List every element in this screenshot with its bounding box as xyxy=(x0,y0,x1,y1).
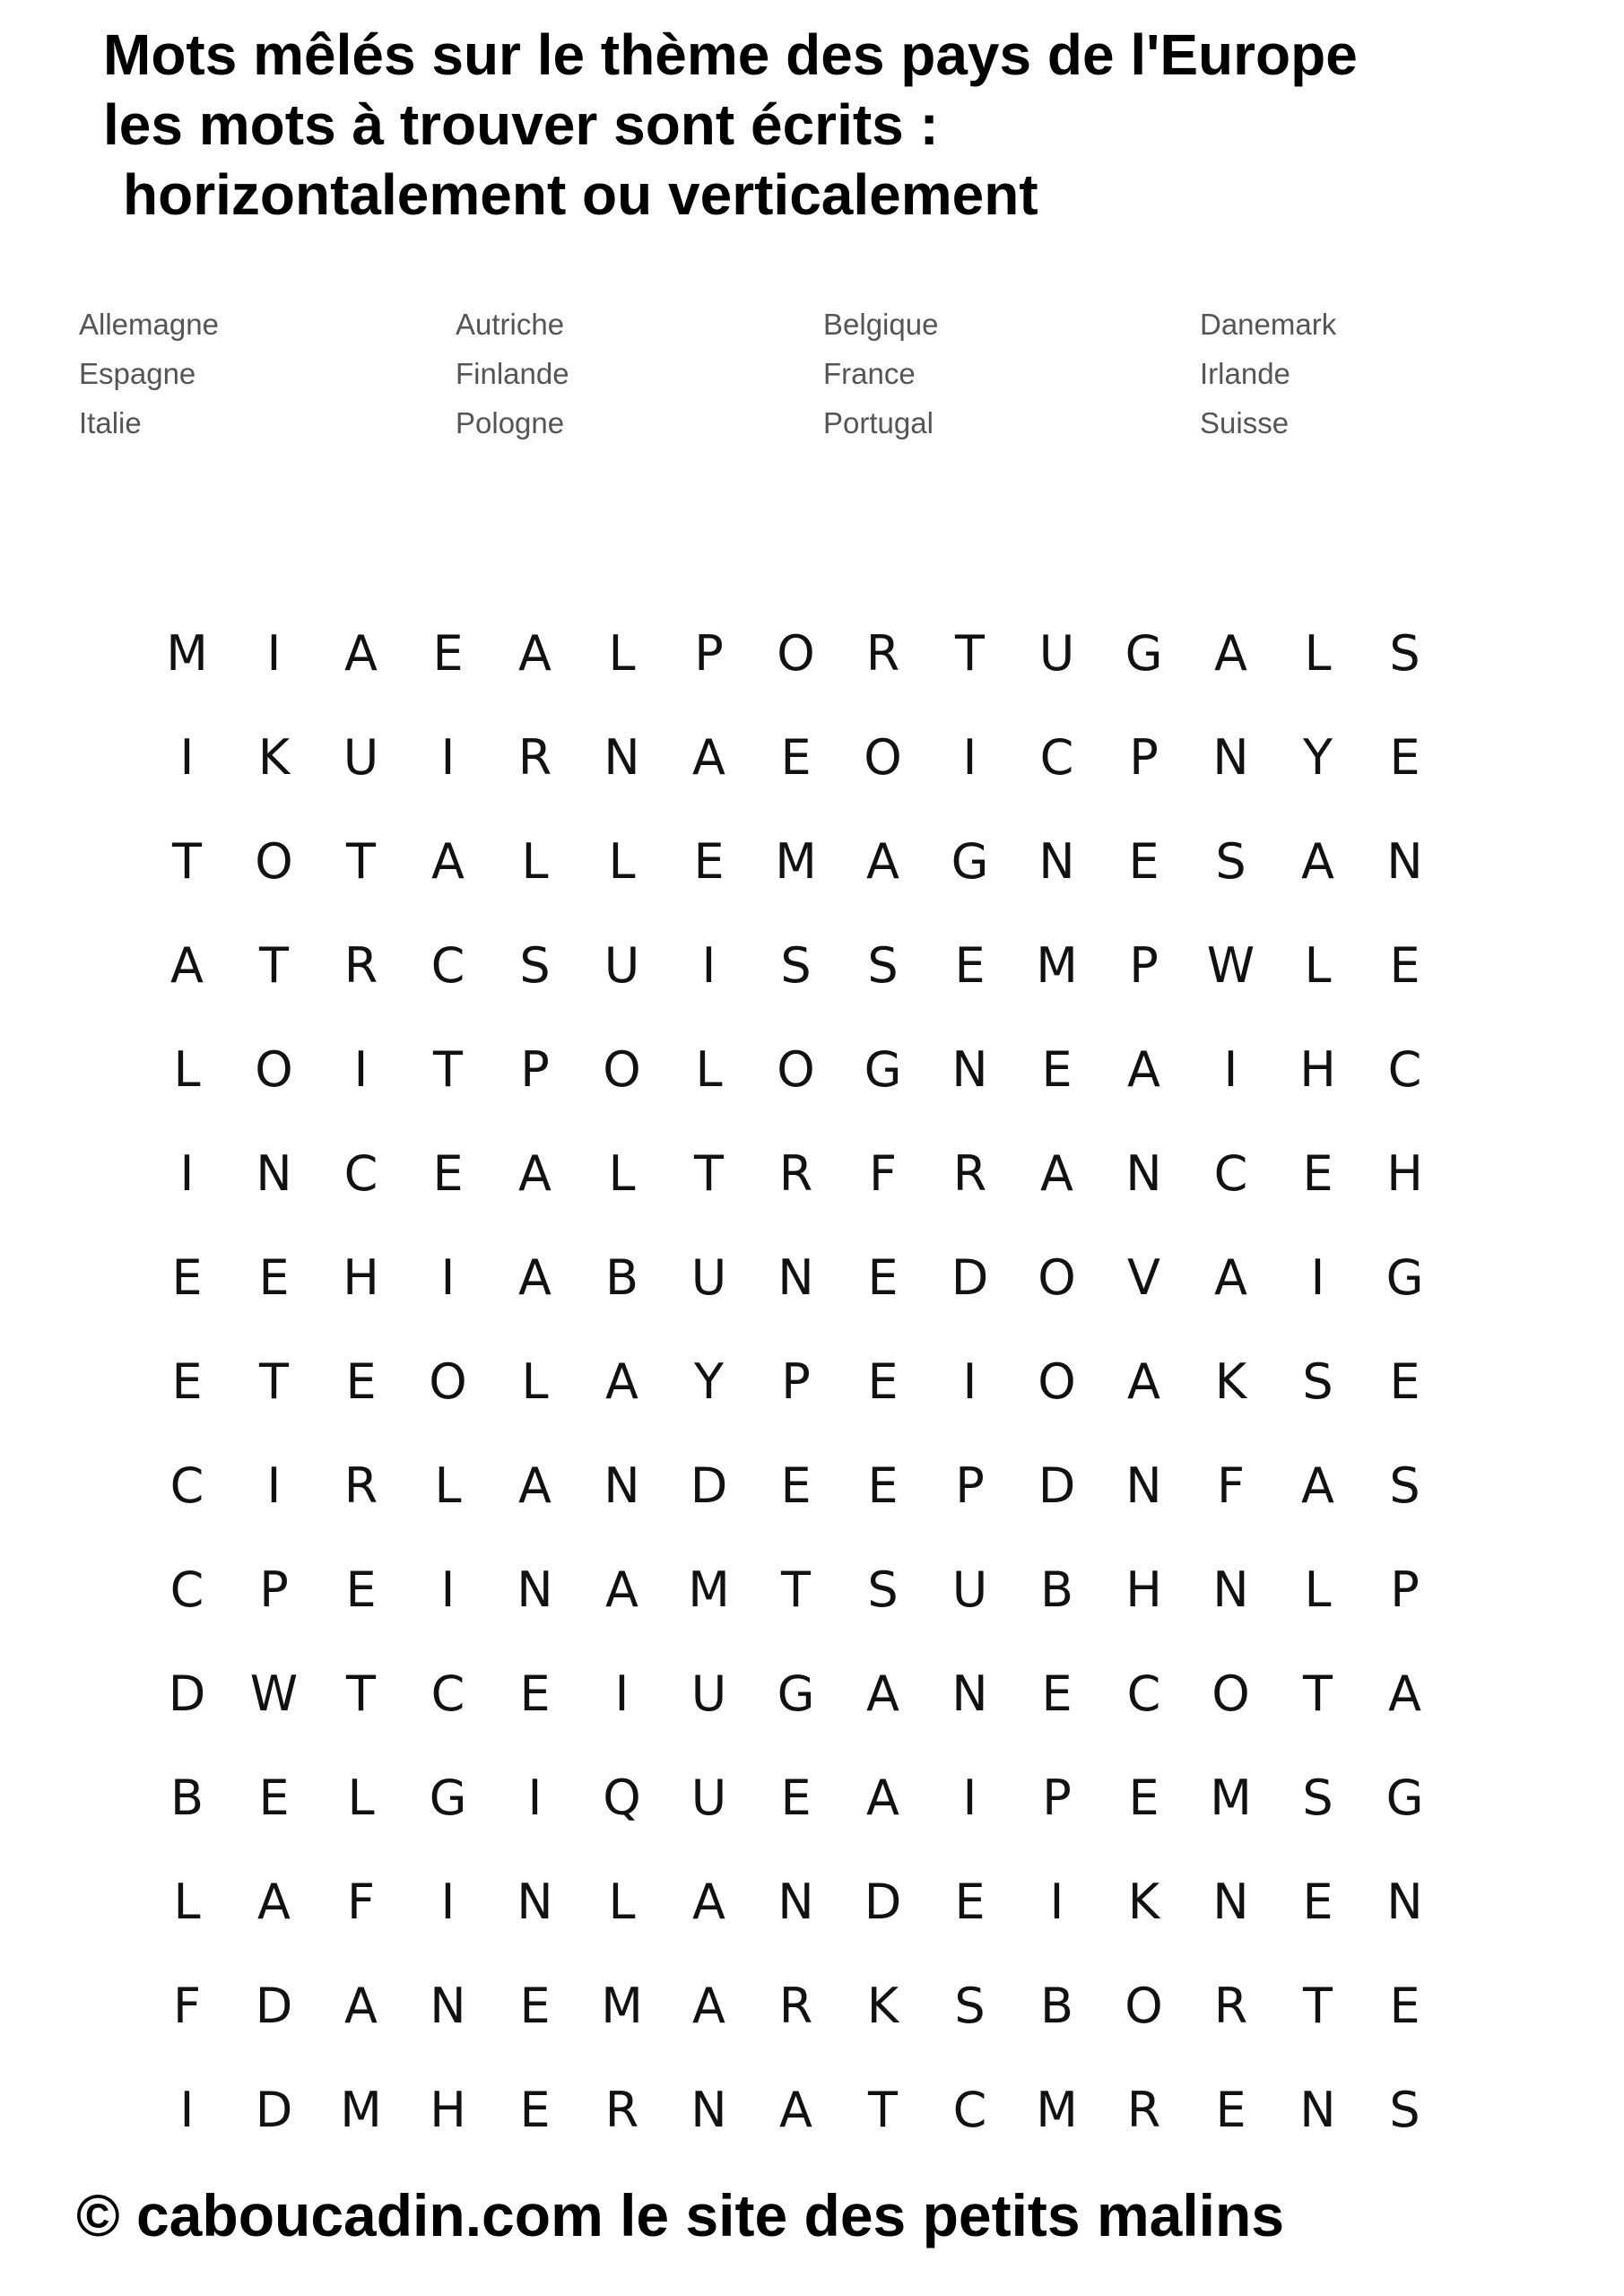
grid-cell[interactable]: M xyxy=(1210,1769,1252,1826)
grid-cell[interactable]: A xyxy=(170,936,204,994)
grid-cell[interactable]: G xyxy=(951,832,989,890)
grid-cell[interactable]: A xyxy=(692,1873,725,1930)
grid-cell[interactable]: E xyxy=(1128,1769,1159,1826)
grid-cell[interactable]: A xyxy=(1301,832,1334,890)
grid-cell[interactable]: T xyxy=(346,832,376,890)
grid-cell[interactable]: S xyxy=(1302,1769,1333,1826)
grid-cell[interactable]: N xyxy=(1212,1873,1249,1930)
grid-cell[interactable]: F xyxy=(1216,1457,1246,1514)
grid-cell[interactable]: O xyxy=(1038,1248,1076,1306)
grid-cell[interactable]: C xyxy=(430,936,465,994)
grid-cell[interactable]: P xyxy=(955,1457,985,1514)
grid-cell[interactable]: C xyxy=(952,2081,987,2138)
grid-cell[interactable]: S xyxy=(1389,1457,1420,1514)
grid-cell[interactable]: E xyxy=(867,1352,899,1410)
grid-cell[interactable]: P xyxy=(259,1561,289,1618)
grid-cell[interactable]: I xyxy=(527,1769,543,1826)
grid-cell[interactable]: R xyxy=(952,1144,987,1202)
grid-cell[interactable]: N xyxy=(690,2081,727,2138)
grid-cell[interactable]: N xyxy=(517,1561,553,1618)
grid-cell[interactable]: A xyxy=(1127,1352,1160,1410)
grid-cell[interactable]: Q xyxy=(603,1769,641,1826)
grid-cell[interactable]: N xyxy=(1125,1457,1162,1514)
grid-cell[interactable]: T xyxy=(868,2081,898,2138)
word-list-item: Espagne xyxy=(79,357,196,390)
grid-cell[interactable]: E xyxy=(171,1352,203,1410)
grid-cell[interactable]: A xyxy=(518,624,551,682)
grid-cell[interactable]: O xyxy=(777,624,815,682)
grid-cell[interactable]: K xyxy=(1214,1352,1247,1410)
grid-cell[interactable]: E xyxy=(1302,1144,1333,1202)
word-list-item: Italie xyxy=(79,406,142,439)
grid-cell[interactable]: E xyxy=(345,1352,377,1410)
grid-cell[interactable]: M xyxy=(340,2081,382,2138)
grid-cell[interactable]: A xyxy=(1214,1248,1247,1306)
grid-cell[interactable]: E xyxy=(258,1769,290,1826)
grid-cell[interactable]: P xyxy=(1129,728,1159,786)
grid-cell[interactable]: I xyxy=(266,1457,282,1514)
grid-cell[interactable]: U xyxy=(951,1561,988,1618)
grid-cell[interactable]: E xyxy=(519,1665,551,1722)
grid-cell[interactable]: E xyxy=(171,1248,203,1306)
grid-cell[interactable]: H xyxy=(343,1248,379,1306)
grid-cell[interactable]: D xyxy=(864,1873,902,1930)
grid-cell[interactable]: L xyxy=(608,832,636,890)
grid-cell[interactable]: A xyxy=(518,1248,551,1306)
grid-cell[interactable]: I xyxy=(353,1040,369,1098)
grid-cell[interactable]: F xyxy=(172,1977,202,2034)
grid-cell[interactable]: N xyxy=(951,1040,988,1098)
grid-cell[interactable]: A xyxy=(257,1873,291,1930)
grid-cell[interactable]: E xyxy=(1389,728,1420,786)
grid-cell[interactable]: S xyxy=(954,1977,986,2034)
grid-cell[interactable]: E xyxy=(780,1769,812,1826)
grid-cell[interactable]: M xyxy=(775,832,817,890)
grid-cell[interactable]: E xyxy=(258,1248,290,1306)
grid-cell[interactable]: A xyxy=(1388,1665,1421,1722)
grid-cell[interactable]: T xyxy=(433,1040,463,1098)
grid-cell[interactable]: W xyxy=(1206,936,1255,994)
grid-cell[interactable]: A xyxy=(605,1561,638,1618)
word-list-item: Irlande xyxy=(1200,357,1290,390)
grid-cell[interactable]: N xyxy=(517,1873,553,1930)
grid-cell[interactable]: L xyxy=(608,1144,636,1202)
grid-cell[interactable]: A xyxy=(866,1769,899,1826)
grid-cell[interactable]: P xyxy=(694,624,724,682)
grid-cell[interactable]: D xyxy=(255,1977,293,2034)
grid-cell[interactable]: C xyxy=(430,1665,465,1722)
grid-cell[interactable]: L xyxy=(521,1352,549,1410)
grid-cell[interactable]: R xyxy=(343,936,378,994)
grid-cell[interactable]: D xyxy=(690,1457,728,1514)
grid-cell[interactable]: H xyxy=(1299,1040,1336,1098)
grid-cell[interactable]: U xyxy=(604,936,640,994)
grid-cell[interactable]: S xyxy=(1389,624,1420,682)
grid-cell[interactable]: C xyxy=(1387,1040,1422,1098)
grid-cell[interactable]: E xyxy=(867,1457,899,1514)
grid-cell[interactable]: I xyxy=(440,1561,456,1618)
grid-cell[interactable]: A xyxy=(866,1665,899,1722)
grid-cell[interactable]: E xyxy=(954,1873,986,1930)
grid-cell[interactable]: Y xyxy=(1303,728,1333,786)
grid-cell[interactable]: C xyxy=(1213,1144,1248,1202)
grid-cell[interactable]: G xyxy=(777,1665,815,1722)
grid-cell[interactable]: M xyxy=(166,624,208,682)
grid-cell[interactable]: F xyxy=(868,1144,898,1202)
grid-cell[interactable]: O xyxy=(1125,1977,1163,2034)
grid-cell[interactable]: E xyxy=(780,728,812,786)
grid-cell[interactable]: E xyxy=(519,2081,551,2138)
grid-cell[interactable]: E xyxy=(867,1248,899,1306)
word-list-item: France xyxy=(823,357,916,390)
grid-cell[interactable]: T xyxy=(346,1665,376,1722)
grid-cell[interactable]: L xyxy=(347,1769,375,1826)
grid-cell[interactable]: D xyxy=(951,1248,989,1306)
grid-cell[interactable]: W xyxy=(249,1665,299,1722)
grid-cell[interactable]: S xyxy=(867,1561,899,1618)
puzzle-title xyxy=(103,20,1610,230)
grid-cell[interactable]: N xyxy=(256,1144,292,1202)
grid-cell[interactable]: L xyxy=(1304,936,1332,994)
grid-cell[interactable]: L xyxy=(608,1873,636,1930)
grid-cell[interactable]: B xyxy=(604,1248,639,1306)
grid-cell[interactable]: S xyxy=(519,936,551,994)
grid-cell[interactable]: P xyxy=(1390,1561,1420,1618)
footer-credit: © caboucadin.com le site des petits malins xyxy=(76,2182,1285,2248)
grid-cell[interactable]: C xyxy=(1039,728,1074,786)
grid-cell[interactable]: I xyxy=(440,1873,456,1930)
grid-cell[interactable]: U xyxy=(690,1769,727,1826)
grid-cell[interactable]: G xyxy=(429,1769,467,1826)
grid-cell[interactable]: A xyxy=(1214,624,1247,682)
grid-cell[interactable]: T xyxy=(259,936,289,994)
grid-cell[interactable]: I xyxy=(962,1352,977,1410)
word-list-item: Pologne xyxy=(456,406,565,439)
grid-cell[interactable]: A xyxy=(779,2081,812,2138)
grid-cell[interactable]: L xyxy=(434,1457,462,1514)
grid-cell[interactable]: I xyxy=(179,1144,195,1202)
grid-cell[interactable]: A xyxy=(866,832,899,890)
grid-cell[interactable]: L xyxy=(173,1873,201,1930)
grid-cell[interactable]: B xyxy=(1039,1561,1074,1618)
grid-cell[interactable]: R xyxy=(1126,2081,1161,2138)
grid-cell[interactable]: R xyxy=(865,624,900,682)
grid-cell[interactable]: N xyxy=(604,1457,640,1514)
grid-cell[interactable]: A xyxy=(1040,1144,1073,1202)
grid-cell[interactable]: S xyxy=(1215,832,1246,890)
grid-cell[interactable]: N xyxy=(1125,1144,1162,1202)
grid-cell[interactable]: N xyxy=(604,728,640,786)
grid-cell[interactable]: T xyxy=(694,1144,724,1202)
grid-cell[interactable]: E xyxy=(432,1144,464,1202)
title-line-2: les mots à trouver sont écrits : xyxy=(103,92,939,157)
grid-cell[interactable]: U xyxy=(343,728,379,786)
grid-cell[interactable]: L xyxy=(521,832,549,890)
grid-cell[interactable]: R xyxy=(1213,1977,1248,2034)
grid-cell[interactable]: A xyxy=(605,1352,638,1410)
grid-cell[interactable]: E xyxy=(432,624,464,682)
grid-cell[interactable]: K xyxy=(1127,1873,1160,1930)
grid-cell[interactable]: B xyxy=(169,1769,204,1826)
grid-cell[interactable]: Y xyxy=(694,1352,724,1410)
grid-cell[interactable]: S xyxy=(780,936,812,994)
word-list-item: Suisse xyxy=(1200,406,1290,439)
grid-cell[interactable]: I xyxy=(1223,1040,1238,1098)
title-line-3: horizontalement ou verticalement xyxy=(123,162,1038,227)
grid-cell[interactable]: O xyxy=(255,832,293,890)
grid-cell[interactable]: I xyxy=(614,1665,630,1722)
grid-cell[interactable]: L xyxy=(173,1040,201,1098)
grid-cell[interactable]: G xyxy=(864,1040,902,1098)
grid-cell[interactable]: C xyxy=(169,1457,204,1514)
grid-cell[interactable]: E xyxy=(954,936,986,994)
grid-cell[interactable]: P xyxy=(1129,936,1159,994)
grid-cell[interactable]: A xyxy=(692,1977,725,2034)
grid-cell[interactable]: T xyxy=(1303,1665,1333,1722)
grid-cell[interactable]: B xyxy=(1039,1977,1074,2034)
grid-cell[interactable]: N xyxy=(1386,1873,1423,1930)
grid-cell[interactable]: E xyxy=(1128,832,1159,890)
grid-cell[interactable]: T xyxy=(1303,1977,1333,2034)
grid-cell[interactable]: I xyxy=(1310,1248,1325,1306)
grid-cell[interactable]: R xyxy=(778,1977,813,2034)
grid-cell[interactable]: A xyxy=(431,832,465,890)
grid-cell[interactable]: N xyxy=(1038,832,1075,890)
grid-cell[interactable]: G xyxy=(1125,624,1163,682)
grid-cell[interactable]: I xyxy=(962,728,977,786)
grid-cell[interactable]: N xyxy=(1212,728,1249,786)
grid-cell[interactable]: N xyxy=(430,1977,466,2034)
grid-cell[interactable]: C xyxy=(169,1561,204,1618)
grid-cell[interactable]: D xyxy=(1038,1457,1076,1514)
grid-cell[interactable]: K xyxy=(257,728,291,786)
grid-cell[interactable]: A xyxy=(1301,1457,1334,1514)
grid-cell[interactable]: T xyxy=(259,1352,289,1410)
grid-cell[interactable]: H xyxy=(1386,1144,1423,1202)
grid-cell[interactable]: E xyxy=(519,1977,551,2034)
grid-cell[interactable]: I xyxy=(440,1248,456,1306)
word-list-item: Allemagne xyxy=(79,308,219,341)
grid-cell[interactable]: E xyxy=(1041,1665,1073,1722)
grid-cell[interactable]: L xyxy=(695,1040,723,1098)
grid-cell[interactable]: G xyxy=(1385,1248,1424,1306)
word-list-item: Finlande xyxy=(456,357,569,390)
grid-cell[interactable]: A xyxy=(692,728,725,786)
grid-cell[interactable]: H xyxy=(1125,1561,1162,1618)
grid-cell[interactable]: C xyxy=(1126,1665,1161,1722)
grid-cell[interactable]: M xyxy=(601,1977,643,2034)
grid-cell[interactable]: T xyxy=(172,832,202,890)
letter-grid xyxy=(143,601,1448,2161)
grid-cell[interactable]: I xyxy=(179,2081,195,2138)
grid-cell[interactable]: D xyxy=(255,2081,293,2138)
grid-cell[interactable]: L xyxy=(608,624,636,682)
grid-cell[interactable]: E xyxy=(1215,2081,1246,2138)
grid-cell[interactable]: L xyxy=(1304,624,1332,682)
grid-cell[interactable]: M xyxy=(1036,2081,1078,2138)
grid-cell[interactable]: O xyxy=(777,1040,815,1098)
grid-cell[interactable]: O xyxy=(603,1040,641,1098)
grid-cell[interactable]: C xyxy=(343,1144,378,1202)
grid-cell[interactable]: I xyxy=(701,936,716,994)
grid-cell[interactable]: O xyxy=(864,728,902,786)
grid-cell[interactable]: F xyxy=(346,1873,376,1930)
word-list-item: Autriche xyxy=(456,308,565,341)
grid-cell[interactable]: N xyxy=(1299,2081,1336,2138)
grid-cell[interactable]: G xyxy=(1385,1769,1424,1826)
grid-cell[interactable]: O xyxy=(1038,1352,1076,1410)
grid-cell[interactable]: E xyxy=(1302,1873,1333,1930)
grid-cell[interactable]: A xyxy=(1127,1040,1160,1098)
grid-cell[interactable]: D xyxy=(168,1665,206,1722)
grid-cell[interactable]: N xyxy=(1212,1561,1249,1618)
grid-cell[interactable]: E xyxy=(780,1457,812,1514)
word-list xyxy=(79,300,1559,448)
grid-cell[interactable]: I xyxy=(266,624,282,682)
grid-cell[interactable]: N xyxy=(951,1665,988,1722)
grid-cell[interactable]: V xyxy=(1127,1248,1160,1306)
grid-cell[interactable]: U xyxy=(690,1248,727,1306)
grid-cell[interactable]: N xyxy=(1386,832,1423,890)
grid-cell[interactable]: U xyxy=(1038,624,1075,682)
grid-cell[interactable]: I xyxy=(440,728,456,786)
grid-cell[interactable]: U xyxy=(690,1665,727,1722)
grid-cell[interactable]: R xyxy=(604,2081,639,2138)
grid-cell[interactable]: S xyxy=(1302,1352,1333,1410)
grid-cell[interactable]: E xyxy=(345,1561,377,1618)
grid-cell[interactable]: S xyxy=(867,936,899,994)
grid-cell[interactable]: N xyxy=(777,1873,814,1930)
grid-cell[interactable]: I xyxy=(179,728,195,786)
grid-cell[interactable]: P xyxy=(520,1040,550,1098)
grid-cell[interactable]: O xyxy=(1211,1665,1250,1722)
grid-cell[interactable]: R xyxy=(343,1457,378,1514)
grid-cell[interactable]: M xyxy=(688,1561,730,1618)
grid-cell[interactable]: A xyxy=(344,624,378,682)
grid-cell[interactable]: H xyxy=(430,2081,466,2138)
grid-cell[interactable]: K xyxy=(866,1977,899,2034)
word-list-item: Danemark xyxy=(1200,308,1337,341)
grid-cell[interactable]: E xyxy=(1389,936,1420,994)
grid-cell[interactable]: E xyxy=(693,832,725,890)
grid-cell[interactable]: E xyxy=(1389,1352,1420,1410)
grid-cell[interactable]: S xyxy=(1389,2081,1420,2138)
word-list-item: Belgique xyxy=(823,308,939,341)
grid-cell[interactable]: M xyxy=(1036,936,1078,994)
grid-cell[interactable]: A xyxy=(344,1977,378,2034)
grid-cell[interactable]: R xyxy=(517,728,552,786)
grid-cell[interactable]: I xyxy=(1049,1873,1064,1930)
title-line-1: Mots mêlés sur le thème des pays de l'Europe xyxy=(103,22,1358,87)
word-list-item: Portugal xyxy=(823,406,934,439)
grid-cell[interactable]: O xyxy=(255,1040,293,1098)
grid-cell[interactable]: I xyxy=(962,1769,977,1826)
grid-cell[interactable]: T xyxy=(781,1561,811,1618)
grid-cell[interactable]: O xyxy=(429,1352,467,1410)
grid-cell[interactable]: N xyxy=(777,1248,814,1306)
grid-cell[interactable]: P xyxy=(1042,1769,1072,1826)
grid-cell[interactable]: P xyxy=(781,1352,811,1410)
grid-cell[interactable]: E xyxy=(1389,1977,1420,2034)
grid-cell[interactable]: R xyxy=(778,1144,813,1202)
grid-cell[interactable]: L xyxy=(1304,1561,1332,1618)
grid-cell[interactable]: E xyxy=(1041,1040,1073,1098)
grid-cell[interactable]: T xyxy=(955,624,985,682)
grid-cell[interactable]: A xyxy=(518,1144,551,1202)
grid-cell[interactable]: A xyxy=(518,1457,551,1514)
